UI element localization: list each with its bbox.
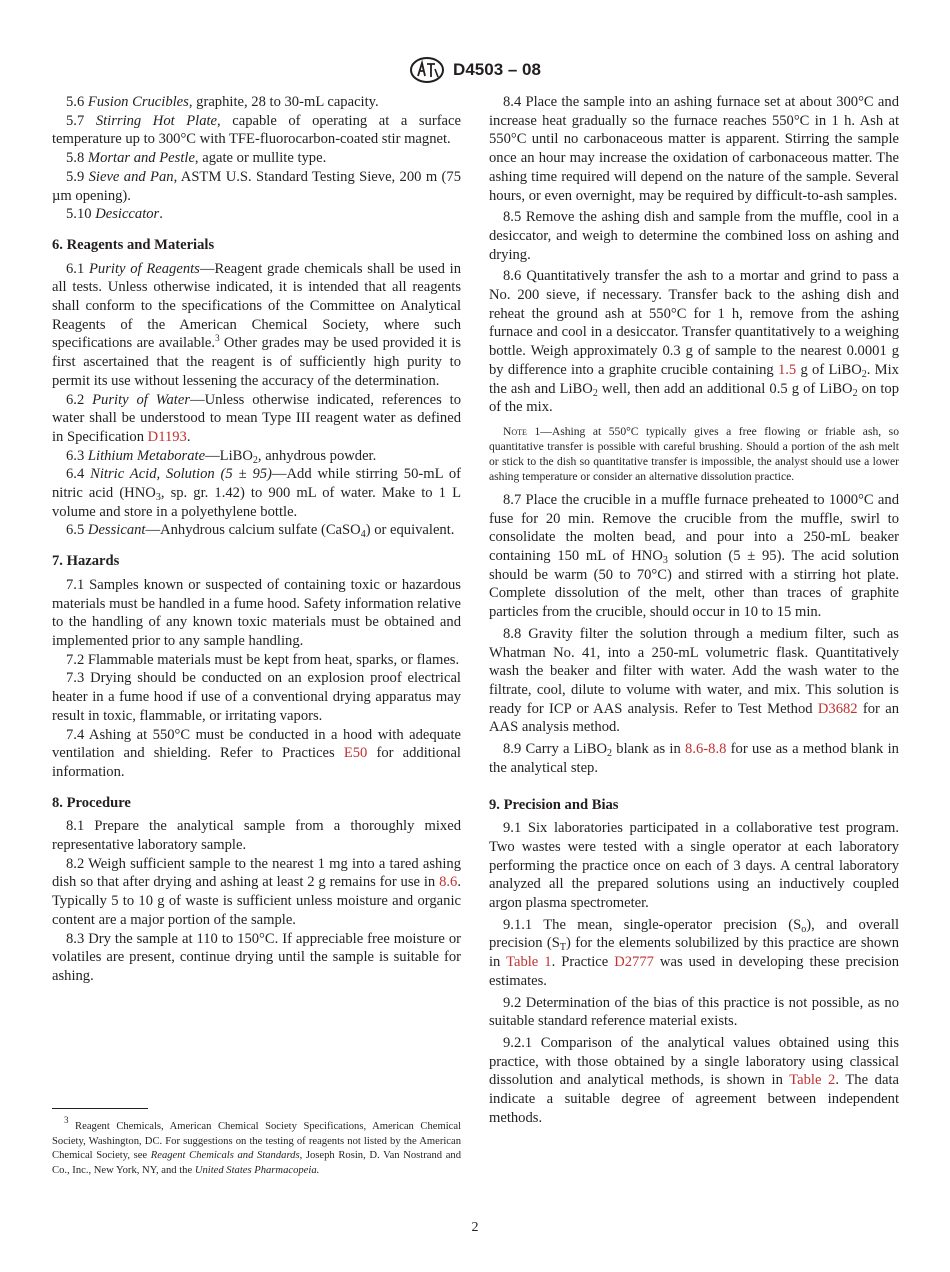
section-5-8: 5.8 Mortar and Pestle, agate or mullite type.	[66, 150, 327, 167]
link-d3682[interactable]: D3682	[817, 700, 858, 717]
page-header	[0, 56, 950, 84]
note-1: Note 1—Ashing at 550°C typically gives a free flowing or friable ash, so quantitative transfer is possible with careful brushing. Should a portion of the ash melt or stick to the dish so quantitative transfer is impossible, the analyst should use a lower ashing temperature or consider an alternative dissolution practice.	[489, 424, 899, 483]
section-6-1: 6.1 Purity of Reagents—Reagent grade chemicals shall be used in all tests. Unless otherwise indicated, it is intended that all reagents shall conform to the specifications of the Committee on Analytical Reagents of the American Chemical Society, where such specifications are available.$^3$ Other grades may be used provided it is first ascertained that the reagent is of sufficiently high purity to permit its use without lessening the accuracy of the determination.	[52, 260, 461, 389]
section-8-6: 8.6 Quantitatively transfer the ash to a mortar and grind to pass a No. 200 sieve, if necessary. Transfer back to the ashing dish and reheat the ground ash at 550°C for 1 h, remove from the ashing furnace and cool in a desiccator. Transfer quantitatively to a weighing bottle. Weigh approximately 0.3 g of sample to the nearest 0.0001 g by difference into a graphite crucible containing 1.5 g of LiBO$_2$. Mix the ash and LiBO$_2$ well, then add an additional 0.5 g of LiBO$_2$ on top of the mix.	[489, 268, 899, 416]
link-8-6-8-8[interactable]: 8.6-8.8	[685, 741, 727, 758]
section-9-1-1: 9.1.1 The mean, single-operator precision $(S_o)$, and overall precision $(S_T)$ for the elements solubilized by this practice are shown in Table 1. Practice D2777 was used in developing these precision estimates.	[489, 916, 899, 989]
section-7-3: 7.3 Drying should be conducted on an explosion proof electrical heater in a fume hood if use of a conventional drying apparatus may result in toxic, flammable, or irritating vapors.	[52, 670, 461, 724]
section-5-7: 5.7 Stirring Hot Plate, capable of operating at a surface temperature up to 300°C with TFE-fluorocarbon-coated stir magnet.	[52, 112, 461, 148]
section-8-1: 8.1 Prepare the analytical sample from a thoroughly mixed representative laboratory sample.	[52, 818, 461, 854]
link-8-6[interactable]: 8.6	[439, 874, 458, 891]
section-8-2: 8.2 Weigh sufficient sample to the nearest 1 mg into a tared ashing dish so that after drying and ashing at least 2 g remains for use in 8.6. Typically 5 to 10 g of waste is sufficient unless moisture and organic content are a major portion of the sample.	[52, 855, 461, 928]
section-8-5: 8.5 Remove the ashing dish and sample from the muffle, cool in a desiccator, and weigh to determine the combined loss on ashing and drying.	[489, 209, 899, 263]
section-6-2: 6.2 Purity of Water—Unless otherwise indicated, references to water shall be understood to mean Type III reagent water as defined in Specification D1193.	[52, 391, 461, 445]
section-6-5: 6.5 Dessicant—Anhydrous calcium sulfate (CaSO$_4$) or equivalent.	[66, 522, 455, 541]
section-6-4: 6.4 Nitric Acid, Solution (5 ± 95)—Add while stirring 50-mL of nitric acid ($HNO_3$, sp. gr. 1.42) to 900 mL of water. Make to 1 L volume and store in a polyethylene bottle.	[52, 466, 462, 520]
footnote-divider	[52, 1108, 148, 1109]
section-5-9: 5.9 Sieve and Pan, ASTM U.S. Standard Testing Sieve, 200 m (75 µm opening).	[52, 168, 461, 204]
section-8-9: 8.9 Carry a LiBO$_2$ blank as in 8.6-8.8 for use as a method blank in the analytical step.	[489, 741, 899, 776]
section-5-10: 5.10 Desiccator.	[66, 206, 163, 223]
link-d2777[interactable]: D2777	[614, 954, 654, 971]
section-8-4: 8.4 Place the sample into an ashing furnace set at about 300°C and increase heat gradually so the furnace reaches 550°C in 1 h. Ash at 550°C until no carbonaceous matter is apparent. Stirring the sample once an hour may increase the oxidation of carbonaceous matter. The ashing time required will depend on the nature of the sample. Several hours, or even overnight, may be required by difficult-to-ash samples.	[489, 94, 899, 204]
heading-reagents: 6. Reagents and Materials	[52, 236, 215, 253]
document-id: D4503 – 08	[453, 60, 541, 79]
section-8-8: 8.8 Gravity filter the solution through a medium filter, such as Whatman No. 41, into a 250-mL volumetric flask. Quantitatively wash the beaker and filter with water. Add the wash water to the filtrate, cool, dilute to volume with water, and mix. This solution is ready for ICP or AAS analysis. Refer to Test Method D3682 for an AAS analysis method.	[489, 625, 899, 736]
heading-precision: 9. Precision and Bias	[489, 796, 619, 813]
section-5-6: 5.6 Fusion Crucibles, graphite, 28 to 30-mL capacity.	[66, 94, 379, 110]
section-7-2: 7.2 Flammable materials must be kept from heat, sparks, or flames.	[66, 651, 460, 668]
left-column	[52, 93, 461, 986]
heading-procedure: 8. Procedure	[52, 794, 131, 811]
link-table-2[interactable]: Table 2	[789, 1072, 836, 1089]
link-1-5[interactable]: 1.5	[777, 361, 797, 378]
link-table-1[interactable]: Table 1	[506, 954, 552, 971]
section-8-7: 8.7 Place the crucible in a muffle furnace preheated to 1000°C and fuse for 20 min. Remove the crucible from the muffle, swirl to consolidate the molten bead, and pour into a 250-mL beaker containing 150 mL of $HNO_3$ solution (5 ± 95). The acid solution should be warm (50 to 70°C) and stirred with a stirring hot plate. Complete dissolution of the melt, other than traces of graphite particles from the crucible, should occur in 10 to 15 min.	[489, 491, 899, 621]
link-e50[interactable]: E50	[343, 745, 368, 762]
section-7-1: 7.1 Samples known or suspected of containing toxic or hazardous materials must be handled in a fume hood. Safety information relative to the handling of any known toxic materials must be obtained and implemented prior to any sample handling.	[52, 576, 461, 649]
section-6-3: 6.3 Lithium Metaborate—LiBO$_2$, anhydrous powder.	[66, 447, 377, 466]
section-9-2-1: 9.2.1 Comparison of the analytical values obtained using this practice, with those obtained by a single laboratory using classical dissolution and analytical methods, is shown in Table 2. The data indicate a suitable degree of agreement between independent methods.	[489, 1034, 899, 1126]
section-9-2: 9.2 Determination of the bias of this practice is not possible, as no suitable standard reference material exists.	[489, 994, 899, 1030]
footnote-3: $^3$ Reagent Chemicals, American Chemical Society Specifications, American Chemical Society, Washington, DC. For suggestions on the testing of reagents not listed by the American Chemical Society, see Reagent Chemicals and Standards, Joseph Rosin, D. Van Nostrand and Co., Inc., New York, NY, and the United States Pharmacopeia.	[52, 1115, 461, 1176]
section-8-3: 8.3 Dry the sample at 110 to 150°C. If appreciable free moisture or volatiles are present, continue drying until the sample is suitable for ashing.	[52, 930, 461, 984]
section-7-4: 7.4 Ashing at 550°C must be conducted in a hood with adequate ventilation and shielding. Refer to Practices E50 for additional information.	[52, 726, 461, 780]
page-number: 2	[471, 1220, 479, 1235]
astm-logo-icon	[409, 56, 445, 84]
section-9-1: 9.1 Six laboratories participated in a collaborative test program. Two wastes were tested with a single operator at each laboratory performing the practice once on each of 3 days. A central laboratory analyzed all the prepared solutions using an inductively coupled argon plasma spectrometer.	[489, 820, 899, 912]
heading-hazards: 7. Hazards	[52, 553, 120, 570]
right-column	[489, 93, 899, 1127]
link-d1193[interactable]: D1193	[147, 428, 187, 445]
